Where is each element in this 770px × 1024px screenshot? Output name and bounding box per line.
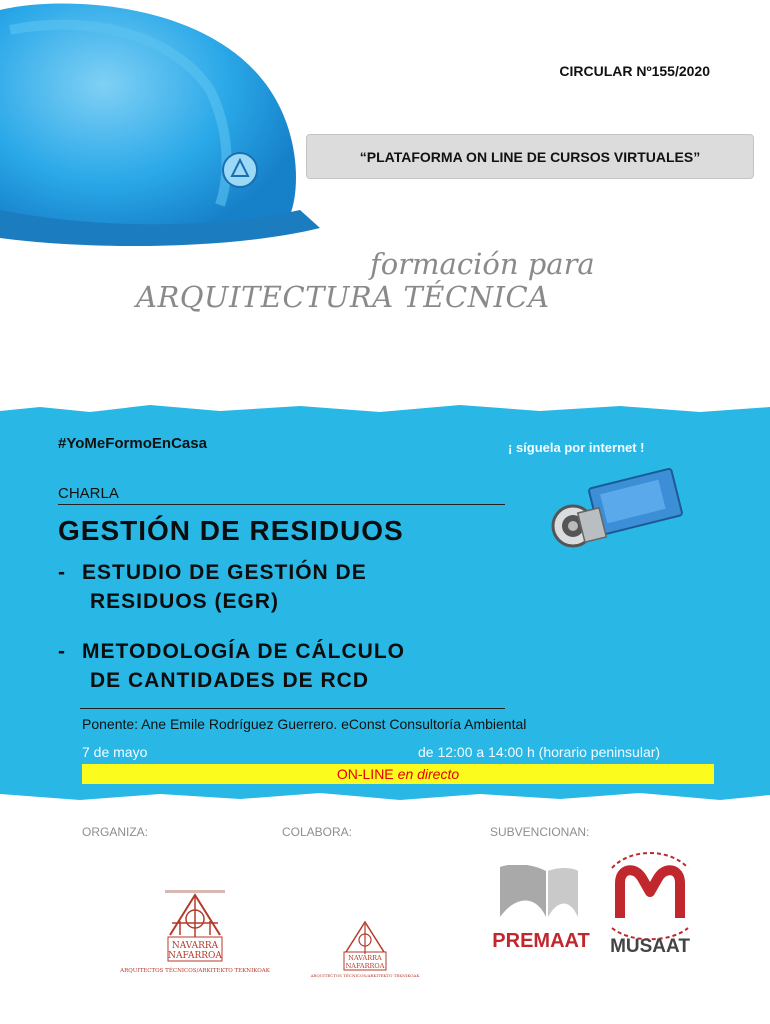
navarra-collaborator-logo — [298, 918, 433, 978]
premaat-logo — [486, 865, 596, 955]
topic-dash: - — [58, 561, 66, 584]
logo1-caption: ARQUITECTOS TÉCNICOS/ARKITEKTO TEKNIKOAK — [120, 968, 270, 974]
logo1-name2: NAFARROA — [168, 951, 222, 961]
subvencionan-label: SUBVENCIONAN: — [490, 825, 590, 839]
navarra-architects-logo — [110, 885, 280, 975]
colabora-label: COLABORA: — [282, 825, 353, 839]
event-date: 7 de mayo — [82, 744, 148, 760]
speaker: Ponente: Ane Emile Rodríguez Guerrero. eConst Consultoría Ambiental — [82, 716, 527, 732]
logo2-name: NAVARRA — [348, 954, 382, 962]
organiza-label: ORGANIZA: — [82, 825, 149, 839]
platform-title-box — [306, 134, 754, 179]
topic-dash: - — [58, 640, 66, 663]
musaat-logo — [600, 848, 700, 958]
topic-1-line-2: RESIDUOS (EGR) — [90, 590, 280, 613]
platform-title: “PLATAFORMA ON LINE DE CURSOS VIRTUALES” — [359, 148, 701, 165]
musaat-name: MUSAAT — [610, 936, 690, 957]
premaat-name: PREMAAT — [492, 930, 590, 952]
topic-item-1 — [58, 558, 367, 616]
topic-2-line-1: METODOLOGÍA DE CÁLCULO — [82, 640, 405, 663]
online-highlight — [82, 764, 714, 784]
logo2-name2: NAFARROA — [345, 962, 385, 970]
event-time: de 12:00 a 14:00 h (horario peninsular) — [418, 744, 661, 760]
logo2-caption: ARQUITECTOS TÉCNICOS/ARKITEKTO TEKNIKOAK — [310, 973, 420, 978]
online-label: ON-LINE — [336, 766, 394, 782]
hard-hat-image — [0, 0, 330, 250]
follow-online-text: ¡ síguela por internet ! — [508, 440, 645, 455]
event-title: GESTIÓN DE RESIDUOS — [58, 515, 404, 546]
video-camera-icon — [545, 468, 685, 558]
hashtag: #YoMeFormoEnCasa — [58, 435, 207, 452]
event-type: CHARLA — [58, 485, 505, 505]
tagline-formacion: formación para — [370, 247, 595, 281]
tagline-arquitectura: ARQUITECTURA TÉCNICA — [136, 280, 550, 314]
logo1-name: NAVARRA — [171, 941, 219, 951]
topic-1-line-1: ESTUDIO DE GESTIÓN DE — [82, 561, 367, 584]
topic-item-2 — [58, 637, 405, 695]
online-mode: en directo — [397, 766, 460, 782]
topic-2-line-2: DE CANTIDADES DE RCD — [90, 669, 370, 692]
divider — [80, 708, 505, 709]
circular-number: CIRCULAR Nº155/2020 — [559, 63, 710, 79]
